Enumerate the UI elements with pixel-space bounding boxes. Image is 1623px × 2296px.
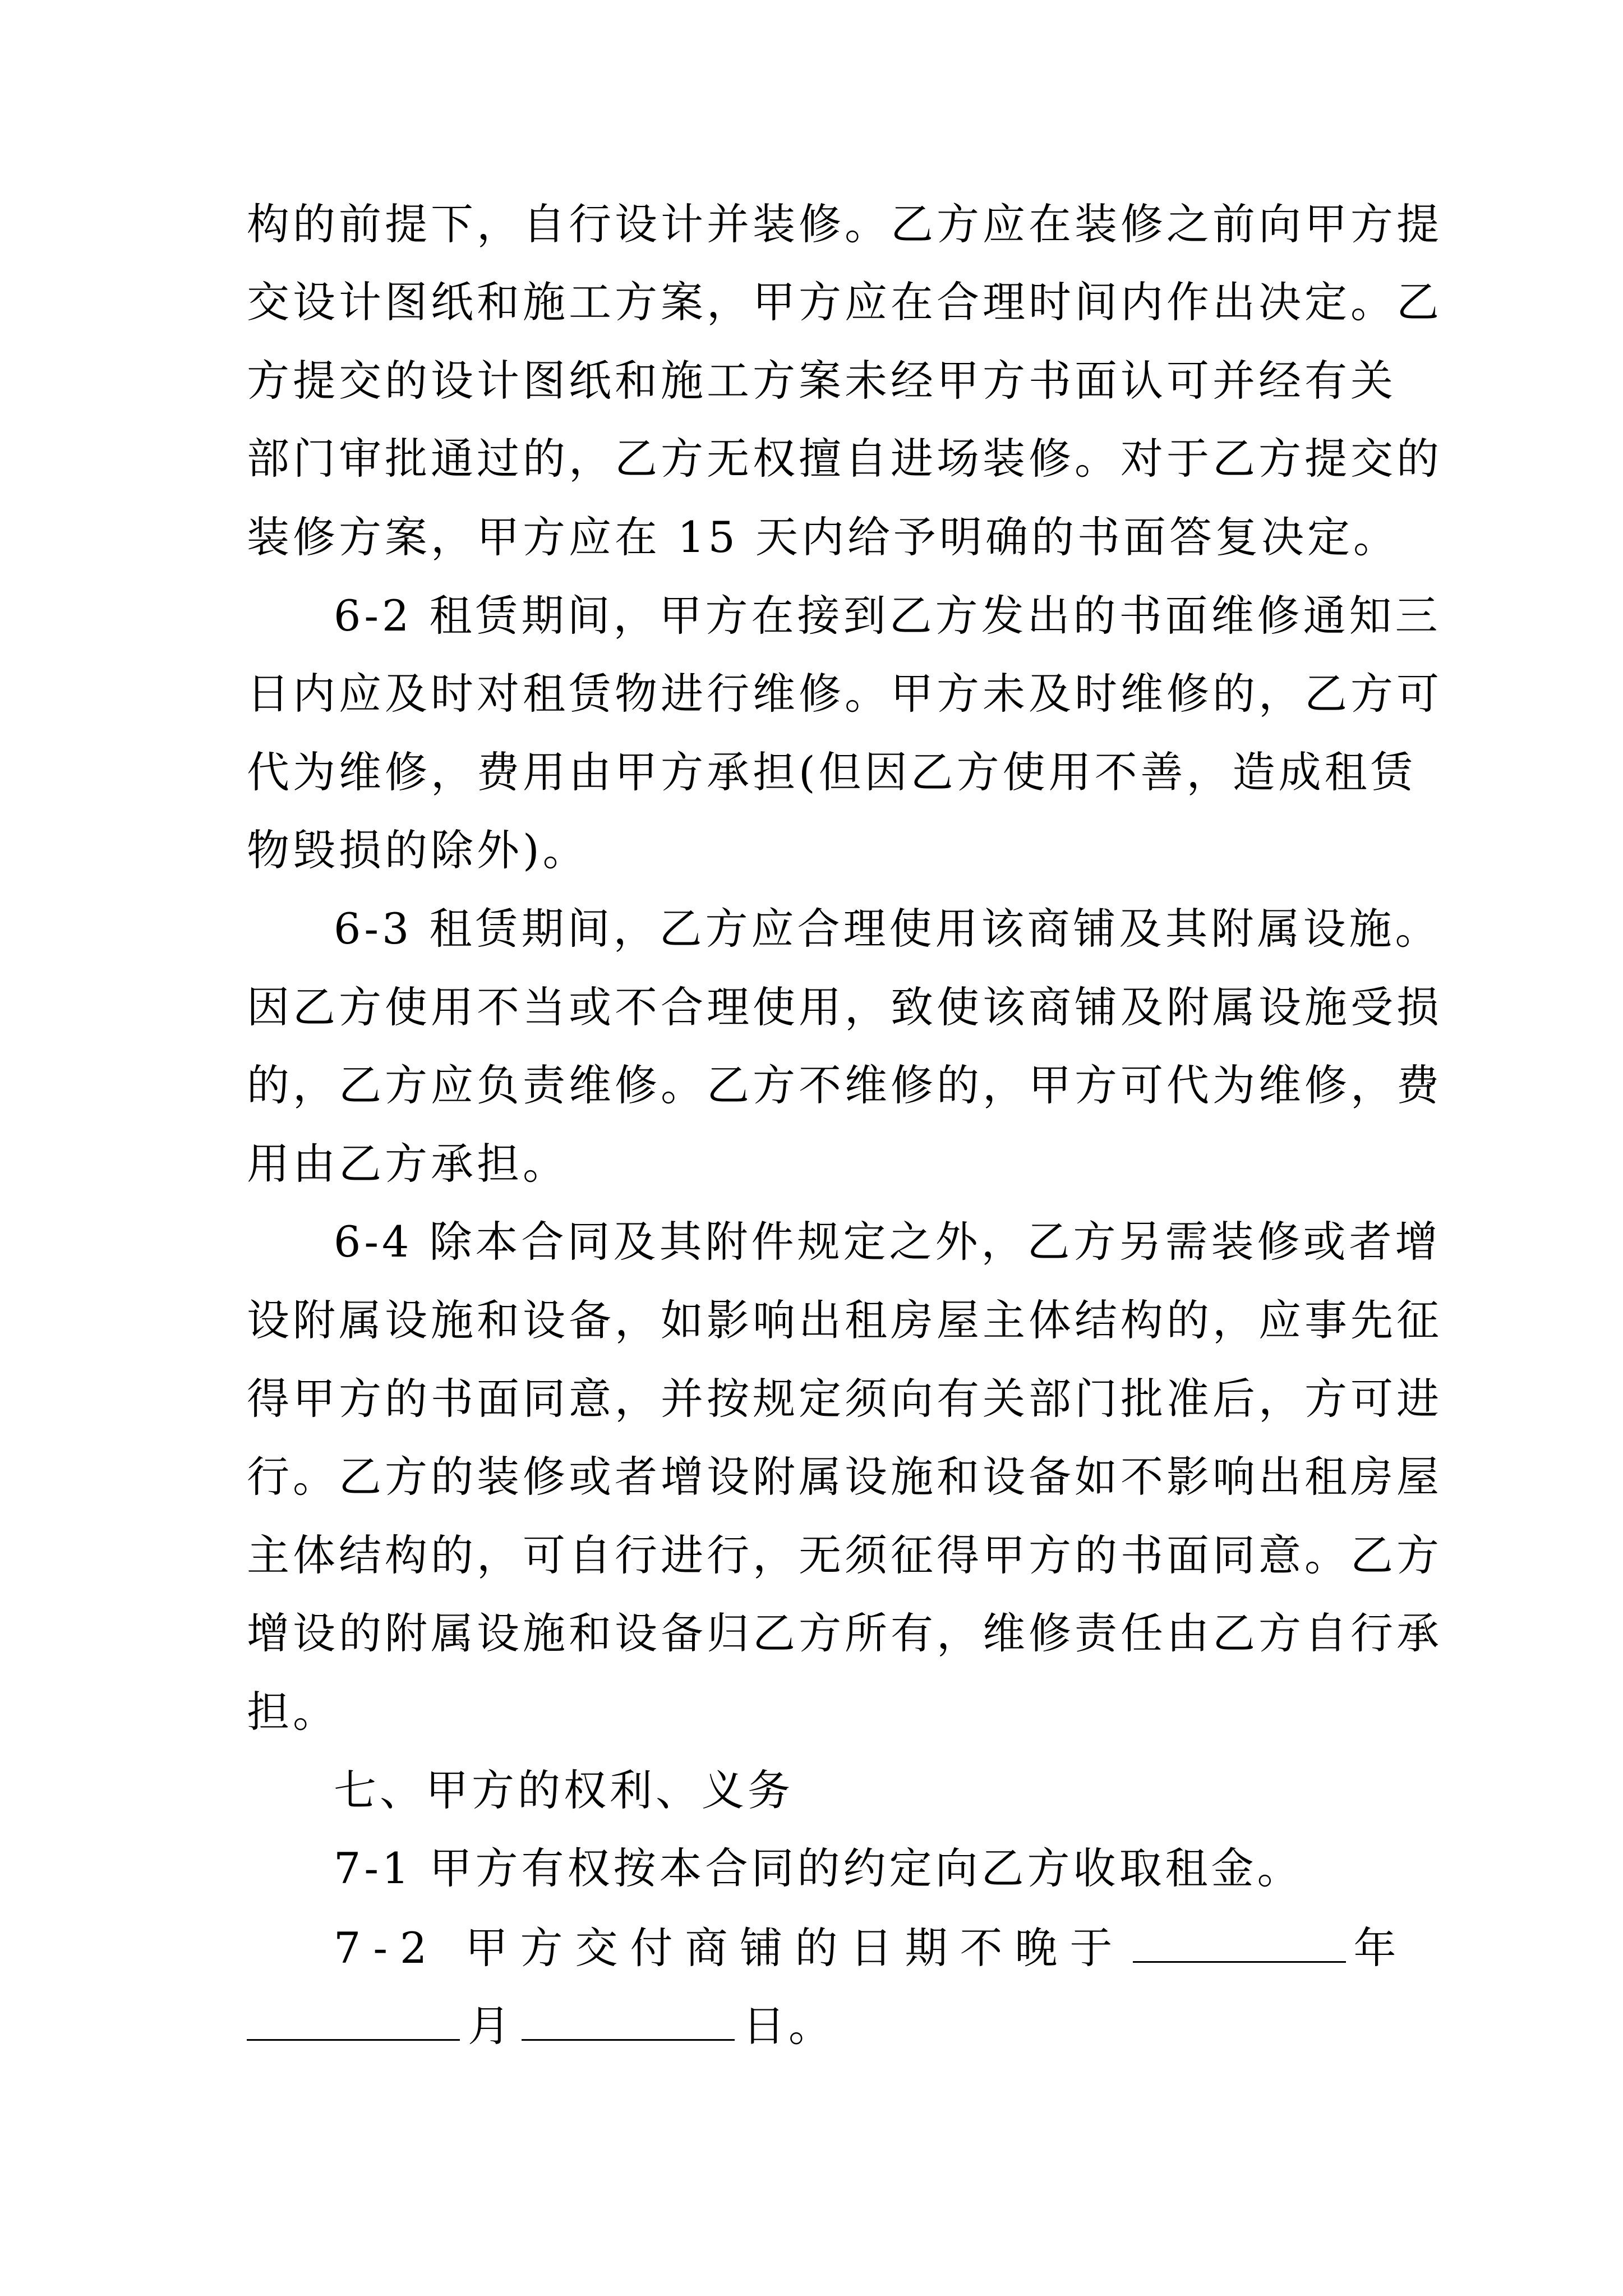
day-label: 日。 [743, 2001, 834, 2051]
paragraph-line: 部门审批通过的，乙方无权擅自进场装修。对于乙方提交的 [247, 434, 1442, 484]
day-blank [522, 1994, 735, 2041]
paragraph-line: 方提交的设计图纸和施工方案未经甲方书面认可并经有关 [247, 356, 1396, 406]
paragraph-line: 主体结构的，可自行进行，无须征得甲方的书面同意。乙方 [247, 1530, 1442, 1580]
clause-7-1-line: 7-1 甲方有权按本合同的约定向乙方收取租金。 [334, 1843, 1303, 1893]
clause-6-3-line: 6-3 租赁期间，乙方应合理使用该商铺及其附属设施。 [334, 904, 1441, 954]
paragraph-line: 装修方案，甲方应在 15 天内给予明确的书面答复决定。 [247, 512, 1400, 562]
paragraph-line: 日内应及时对租赁物进行维修。甲方未及时维修的，乙方可 [247, 669, 1442, 719]
month-blank [247, 1994, 460, 2041]
paragraph-line: 因乙方使用不当或不合理使用，致使该商铺及附属设施受损 [247, 982, 1442, 1032]
year-label: 年 [1353, 1923, 1409, 1973]
paragraph-line: 的，乙方应负责维修。乙方不维修的，甲方可代为维修，费 [247, 1060, 1442, 1110]
clause-6-4-line: 6-4 除本合同及其附件规定之外，乙方另需装修或者增 [334, 1217, 1441, 1267]
clause-7-2-date-line [247, 1994, 1396, 2056]
paragraph-line: 设附属设施和设备，如影响出租房屋主体结构的，应事先征 [247, 1295, 1442, 1345]
paragraph-line: 代为维修，费用由甲方承担(但因乙方使用不善，造成租赁 [247, 747, 1417, 797]
clause-6-2-line: 6-2 租赁期间，甲方在接到乙方发出的书面维修通知三 [334, 591, 1441, 641]
month-label: 月 [468, 2001, 514, 2051]
paragraph-line: 构的前提下，自行设计并装修。乙方应在装修之前向甲方提 [247, 199, 1442, 249]
paragraph-line: 担。 [247, 1687, 339, 1737]
clause-7-2-line [334, 1916, 1483, 1978]
year-blank [1133, 1916, 1346, 1963]
paragraph-line: 用由乙方承担。 [247, 1139, 569, 1189]
paragraph-line: 交设计图纸和施工方案，甲方应在合理时间内作出决定。乙 [247, 277, 1442, 327]
section-heading: 七、甲方的权利、义务 [334, 1765, 794, 1815]
paragraph-line: 行。乙方的装修或者增设附属设施和设备如不影响出租房屋 [247, 1452, 1442, 1502]
paragraph-line: 物毁损的除外)。 [247, 825, 589, 875]
clause-7-2-prefix: 7-2 甲方交付商铺的日期不晚于 [334, 1923, 1125, 1973]
paragraph-line: 得甲方的书面同意，并按规定须向有关部门批准后，方可进 [247, 1374, 1442, 1424]
paragraph-line: 增设的附属设施和设备归乙方所有，维修责任由乙方自行承 [247, 1608, 1442, 1658]
